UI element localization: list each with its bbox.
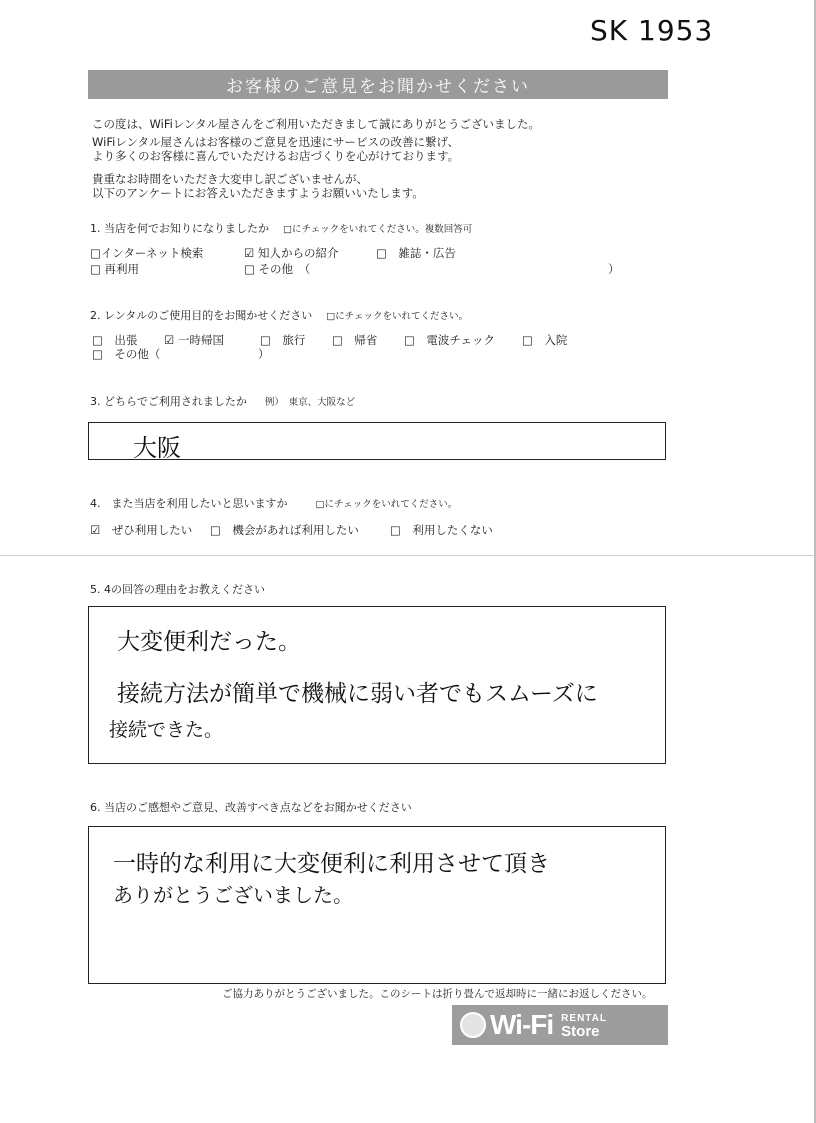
logo-side-text bbox=[561, 1012, 607, 1038]
logo-rental-text: RENTAL bbox=[561, 1013, 607, 1024]
q1-option-magazine[interactable]: □ 雑誌・広告 bbox=[376, 246, 456, 260]
q4-label-text: 4. また当店を利用したいと思いますか bbox=[90, 497, 288, 510]
reference-number: SK 1953 bbox=[590, 14, 714, 47]
q3-label-text: 3. どちらでご利用されましたか bbox=[90, 395, 247, 408]
q2-label-text: 2. レンタルのご使用目的をお聞かせください bbox=[90, 309, 313, 322]
q4-note: □にチェックをいれてください。 bbox=[315, 499, 458, 510]
logo-main-text: Wi-Fi bbox=[490, 1009, 554, 1040]
q3-example: 例） 東京、大阪など bbox=[264, 397, 356, 408]
section-divider bbox=[0, 555, 816, 556]
intro-line-2: WiFiレンタル屋さんはお客様のご意見を迅速にサービスの改善に繋げ、 bbox=[92, 135, 460, 149]
q2-label bbox=[90, 307, 468, 323]
q2-option-travel[interactable]: □ 旅行 bbox=[260, 333, 306, 347]
q3-label bbox=[90, 393, 355, 409]
q1-label bbox=[90, 220, 472, 236]
q5-label: 5. 4の回答の理由をお教えください bbox=[90, 583, 265, 596]
q5-answer-line-2: 接続方法が簡単で機械に弱い者でもスムーズに bbox=[117, 681, 598, 707]
q2-option-hospital[interactable]: □ 入院 bbox=[522, 333, 568, 347]
wifi-store-logo bbox=[452, 1005, 668, 1045]
q3-answer: 大阪 bbox=[133, 434, 181, 462]
q5-answer-line-3: 接続できた。 bbox=[109, 719, 224, 741]
intro-line-4: 貴重なお時間をいただき大変申し訳ございませんが、 bbox=[92, 172, 368, 186]
q4-label bbox=[90, 495, 457, 511]
q1-option-reuse[interactable]: □ 再利用 bbox=[90, 262, 140, 276]
q4-option-no[interactable]: □ 利用したくない bbox=[390, 523, 493, 537]
footer-text: ご協力ありがとうございました。このシートは折り畳んで返却時に一緒にお返しください。 bbox=[222, 988, 653, 1000]
q6-answer-box[interactable] bbox=[88, 826, 666, 984]
intro-line-5: 以下のアンケートにお答えいただきますようお願いいたします。 bbox=[92, 186, 424, 200]
q2-option-homecoming[interactable]: □ 帰省 bbox=[332, 333, 378, 347]
q5-answer-line-1: 大変便利だった。 bbox=[117, 629, 301, 655]
logo-store-text: Store bbox=[561, 1023, 600, 1040]
intro-line-3: より多くのお客様に喜んでいただけるお店づくりを心がけております。 bbox=[92, 149, 460, 163]
q2-option-other[interactable]: □ その他（ bbox=[92, 347, 161, 361]
q5-answer-box[interactable] bbox=[88, 606, 666, 764]
q1-option-other-close: ） bbox=[608, 262, 620, 276]
q3-answer-box[interactable] bbox=[88, 422, 666, 460]
q2-option-business[interactable]: □ 出張 bbox=[92, 333, 138, 347]
q2-note: □にチェックをいれてください。 bbox=[326, 311, 468, 322]
intro-line-1: この度は、WiFiレンタル屋さんをご利用いただきまして誠にありがとうございました。 bbox=[92, 117, 541, 131]
q1-label-text: 1. 当店を何でお知りになりましたか bbox=[90, 222, 269, 235]
q6-answer-line-1: 一時的な利用に大変便利に利用させて頂き bbox=[113, 851, 550, 877]
q1-option-internet[interactable]: □インターネット検索 bbox=[90, 246, 204, 260]
form-title: お客様のご意見をお聞かせください bbox=[88, 70, 668, 99]
q6-label: 6. 当店のご感想やご意見、改善すべき点などをお聞かせください bbox=[90, 801, 412, 814]
q1-option-referral[interactable]: ☑ 知人からの紹介 bbox=[244, 246, 339, 260]
q2-option-temporary-return[interactable]: ☑ 一時帰国 bbox=[164, 333, 224, 347]
q4-option-if-chance[interactable]: □ 機会があれば利用したい bbox=[210, 523, 359, 537]
q1-note: □にチェックをいれてください。複数回答可 bbox=[283, 224, 473, 235]
q6-answer-line-2: ありがとうございました。 bbox=[113, 883, 353, 907]
q4-option-definitely[interactable]: ☑ ぜひ利用したい bbox=[90, 523, 193, 537]
q1-option-other[interactable]: □ その他 （ bbox=[244, 262, 311, 276]
q2-option-signal-check[interactable]: □ 電波チェック bbox=[404, 333, 496, 347]
mascot-icon bbox=[460, 1012, 486, 1038]
q2-option-other-close: ） bbox=[258, 347, 270, 361]
